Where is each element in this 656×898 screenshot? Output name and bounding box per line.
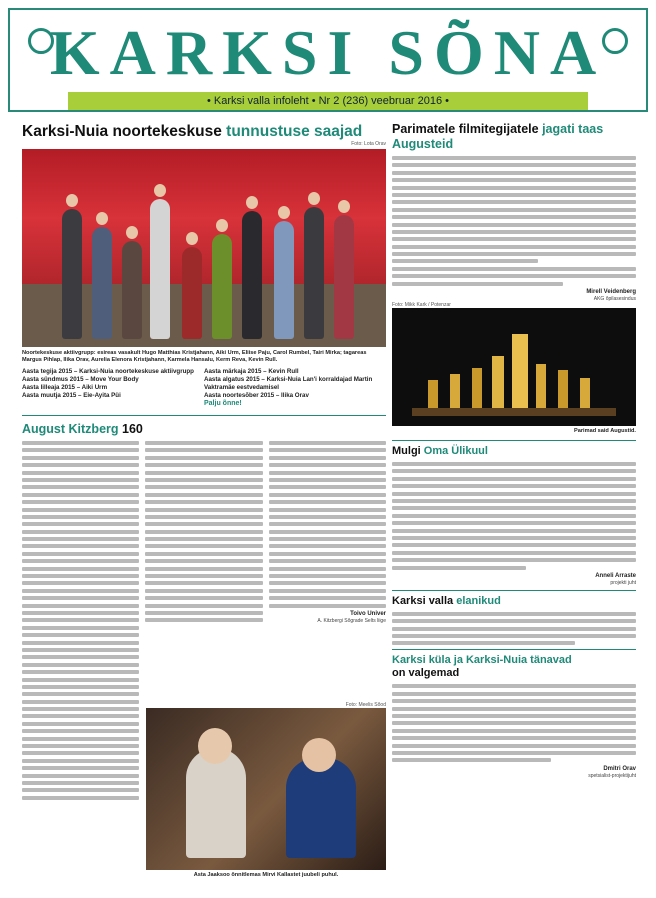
article-signature: Mirell Veidenberg — [586, 289, 636, 296]
award-item: Aasta märkaja 2015 – Kevin Rull — [204, 368, 299, 375]
article-title: Mulgi Oma Ülikuul — [392, 445, 488, 458]
photo-credit: Foto: Meelis Sõod — [345, 702, 386, 708]
article-body — [392, 462, 636, 569]
right-column — [392, 122, 636, 779]
article-signature-role: spetsialist-projektijuht — [588, 772, 636, 779]
ornament-icon — [602, 28, 628, 54]
photo-caption: Parimad said Augustid. — [574, 428, 636, 435]
congrats-text: Palju õnne! — [204, 400, 242, 407]
photo-caption: Noortekeskuse aktiivgrupp: esireas vasakult Hugo Matthias Kristjahann, Aiki Urm, Eliise Paju, Carol Rumbel, Tairi Mirka; tagareas Margus Pihlap, Ilika Orav, Aurelia Elenora Kristjahann, Karmela Hansalu, Kerm Reva, Kevin Rull. — [22, 350, 367, 363]
newspaper-title: KARKSI SÕNA — [49, 17, 607, 88]
article-body — [392, 684, 636, 762]
article-title: Parimatele filmitegijatele jagati taas Augusteid — [392, 122, 604, 151]
issue-bar: • Karksi valla infoleht • Nr 2 (236) veebruar 2016 • — [68, 92, 588, 110]
article-signature-role: A. Kitzbergi Sõgrade Selts liige — [317, 617, 386, 624]
award-item: Aasta muutja 2015 – Eie-Ayita Püi — [22, 392, 121, 399]
youth-group-photo — [22, 149, 386, 347]
left-column — [22, 122, 386, 878]
photo-caption: Asta Jaaksoo õnnitlemas Mirvi Kallastet juubeli puhul. — [193, 872, 339, 878]
award-list — [22, 368, 386, 408]
article-title: Karksi küla ja Karksi-Nuia tänavad on valgemad — [392, 654, 572, 680]
award-item: Aasta sündmus 2015 – Move Your Body — [22, 376, 139, 383]
article-signature-role: AKG õpilasesindus — [593, 296, 636, 303]
article-signature: Anneli Arraste — [595, 572, 636, 579]
article-signature-role: projekti juht — [610, 579, 636, 586]
article-body — [392, 156, 636, 286]
awards-photo — [392, 308, 636, 426]
masthead — [8, 8, 648, 112]
award-item: Aasta lilleaja 2015 – Aiki Urm — [22, 384, 108, 391]
article-title: August Kitzberg 160 — [22, 422, 143, 436]
jubilee-photo — [146, 708, 386, 870]
article-signature: Toivo Univer — [350, 610, 386, 617]
award-item: Aasta tegija 2015 – Karksi-Nuia noortekeskuse aktiivgrupp — [22, 368, 194, 375]
photo-credit: Foto: Lota Orav — [351, 141, 386, 147]
photo-credit: Foto: Mikk Kark / Potenzar — [392, 302, 451, 309]
article-title: Karksi-Nuia noortekeskuse tunnustuse saajad — [22, 123, 363, 140]
award-item: Aasta algatus 2015 – Karksi-Nuia Lan'i korraldajad Martin Vaktramäe eestvedamisel — [204, 376, 373, 391]
article-title: Karksi valla elanikud — [392, 594, 501, 607]
article-signature: Dmitri Orav — [603, 765, 636, 772]
article-body — [392, 612, 636, 646]
award-item: Aasta noortesõber 2015 – Ilika Orav — [204, 392, 309, 399]
